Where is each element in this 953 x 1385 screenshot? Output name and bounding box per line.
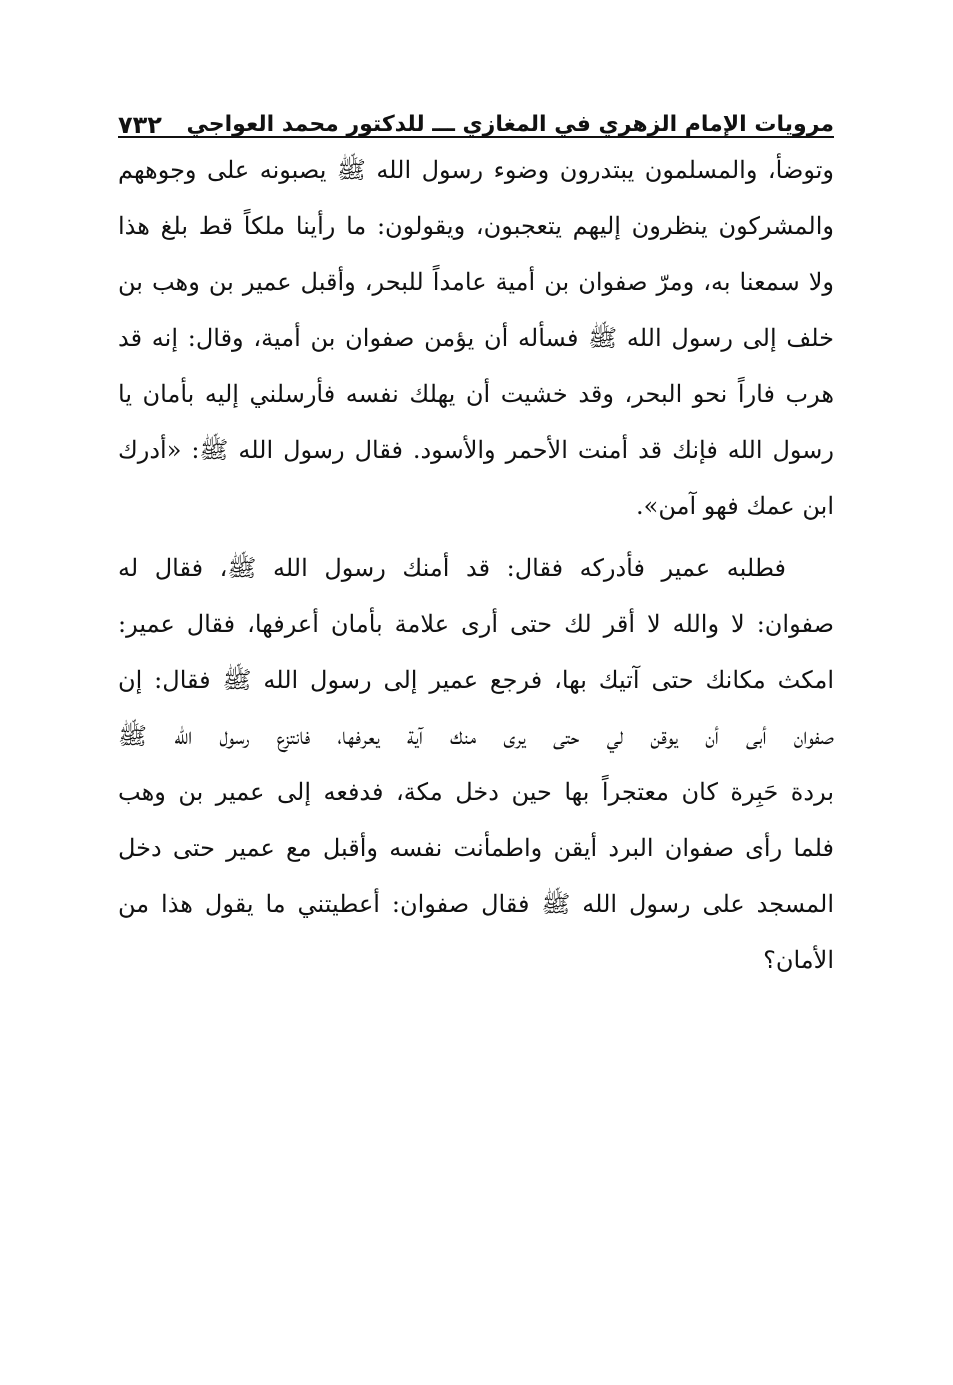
text-line: هرب فاراً نحو البحر، وقد خشيت أن يهلك نفسه فأرسلني إليه بأمان يا xyxy=(118,380,834,408)
header-divider xyxy=(118,136,834,138)
text-line: صفوان: لا والله لا أقر لك حتى أرى علامة بأمان أعرفها، فقال عمير: xyxy=(118,610,834,638)
text-line: فطلبه عمير فأدركه فقال: قد أمنك رسول الله ﷺ، فقال له xyxy=(118,554,786,582)
paragraph-2 xyxy=(118,540,834,988)
text-line: والمشركون ينظرون إليهم يتعجبون، ويقولون: ما رأينا ملكاً قط بلغ هذا xyxy=(118,212,834,240)
text-line: ابن عمك فهو آمن». xyxy=(636,492,834,520)
text-line: فلما رأى صفوان البرد أيقن واطمأنت نفسه وأقبل مع عمير حتى دخل xyxy=(118,834,834,862)
text-line: صفوان أبى أن يوقن لي حتى يرى منك آية يعرفها، فانتزع رسول الله ﷺ xyxy=(118,722,834,750)
text-line: ولا سمعنا به، ومرّ صفوان بن أمية عامداً للبحر، وأقبل عمير بن وهب بن xyxy=(118,268,834,296)
paragraph-1 xyxy=(118,142,834,534)
running-header xyxy=(118,96,834,140)
running-title: مرويات الإمام الزهري في المغازي ـــ للدكتور محمد العواجي xyxy=(186,112,834,137)
text-line: المسجد على رسول الله ﷺ فقال صفوان: أعطيتني ما يقول هذا من xyxy=(118,890,834,918)
text-line: خلف إلى رسول الله ﷺ فسأله أن يؤمن صفوان بن أمية، وقال: إنه قد xyxy=(118,324,834,352)
page-number: ٧٣٢ xyxy=(118,111,162,139)
text-line: وتوضأ، والمسلمون يبتدرون وضوء رسول الله ﷺ يصبونه على وجوههم xyxy=(118,156,834,184)
text-line: رسول الله فإنك قد أمنت الأحمر والأسود. فقال رسول الله ﷺ: «أدرك xyxy=(118,436,834,464)
text-line: الأمان؟ xyxy=(763,946,834,974)
text-line: بردة حَبِرة كان معتجراً بها حين دخل مكة، فدفعه إلى عمير بن وهب xyxy=(118,778,834,806)
text-line: امكث مكانك حتى آتيك بها، فرجع عمير إلى رسول الله ﷺ فقال: إن xyxy=(118,666,834,694)
